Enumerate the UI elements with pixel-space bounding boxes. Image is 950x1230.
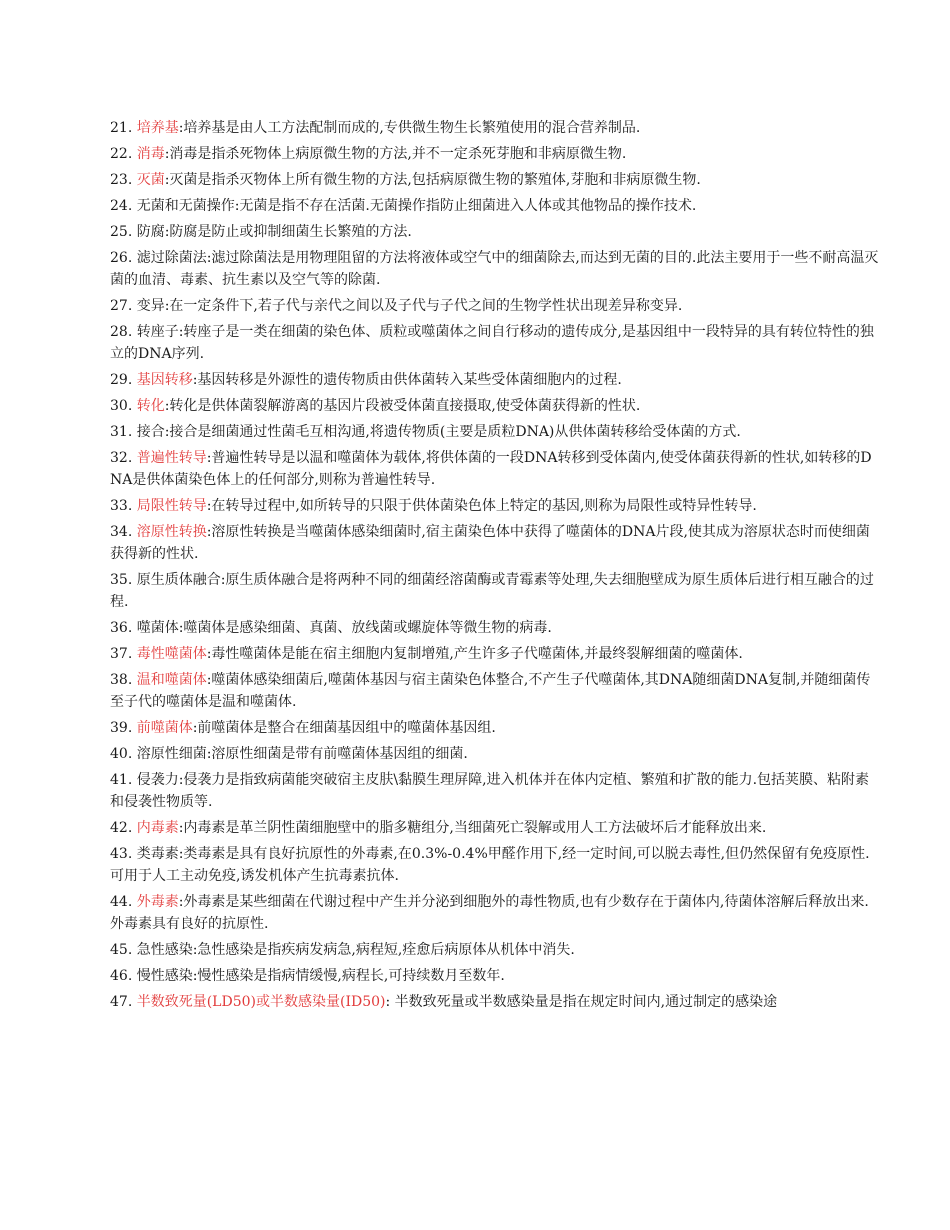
entry-term: 侵袭力 (136, 772, 179, 788)
entry-21 (110, 117, 880, 139)
entry-32 (110, 447, 880, 491)
entry-number: 41. (110, 772, 137, 788)
entry-34 (110, 521, 880, 565)
entry-definition: :在一定条件下,若子代与亲代之间以及子代与子代之间的生物学性状出现差异称变异. (164, 298, 683, 314)
entry-27 (110, 295, 880, 317)
entry-term: 无菌和无菌操作 (136, 198, 235, 214)
entry-definition: :滤过除菌法是用物理阻留的方法将液体或空气中的细菌除去,而达到无菌的目的.此法主要用于一些不耐高温灭菌的血清、毒素、抗生素以及空气等的除菌. (110, 250, 879, 288)
entry-number: 45. (110, 942, 137, 958)
entry-44 (110, 891, 880, 935)
entry-40 (110, 743, 880, 765)
entry-term: 培养基 (136, 120, 179, 136)
entry-definition: :接合是细菌通过性菌毛互相沟通,将遗传物质(主要是质粒DNA)从供体菌转移给受体菌的方式. (164, 424, 741, 440)
entry-39 (110, 717, 880, 739)
entry-term: 普遍性转导 (136, 450, 207, 466)
entry-43 (110, 843, 880, 887)
entry-definition: :外毒素是某些细菌在代谢过程中产生并分泌到细胞外的毒性物质,也有少数存在于菌体内,待菌体溶解后释放出来.外毒素具有良好的抗原性. (110, 894, 869, 932)
entry-number: 33. (110, 498, 137, 514)
entry-number: 47. (110, 994, 137, 1010)
entry-term: 防腐 (136, 224, 165, 240)
entry-term: 溶原性转换 (136, 524, 207, 540)
entry-definition: :无菌是指不存在活菌.无菌操作指防止细菌进入人体或其他物品的操作技术. (234, 198, 697, 214)
entry-number: 31. (110, 424, 137, 440)
entry-definition: :在转导过程中,如所转导的只限于供体菌染色体上特定的基因,则称为局限性或特异性转导. (206, 498, 757, 514)
document-page (110, 117, 880, 1017)
entry-definition: :转座子是一类在细菌的染色体、质粒或噬菌体之间自行移动的遗传成分,是基因组中一段特异的具有转位特性的独立的DNA序列. (110, 324, 874, 362)
entry-28 (110, 321, 880, 365)
entry-number: 37. (110, 646, 137, 662)
entry-definition: :普遍性转导是以温和噬菌体为载体,将供体菌的一段DNA转移到受体菌内,使受体菌获得新的性状,如转移的DNA是供体菌染色体上的任何部分,则称为普遍性转导. (110, 450, 872, 488)
entry-definition: :溶原性转换是当噬菌体感染细菌时,宿主菌染色体中获得了噬菌体的DNA片段,使其成为溶原状态时而使细菌获得新的性状. (110, 524, 870, 562)
entry-term: 滤过除菌法 (136, 250, 207, 266)
entry-number: 35. (110, 572, 137, 588)
entry-35 (110, 569, 880, 613)
entry-term: 接合 (136, 424, 165, 440)
entry-term: 外毒素 (136, 894, 179, 910)
entry-number: 42. (110, 820, 137, 836)
entry-number: 25. (110, 224, 137, 240)
entry-term: 急性感染 (136, 942, 193, 958)
entry-definition: :灭菌是指杀灭物体上所有微生物的方法,包括病原微生物的繁殖体,芽胞和非病原微生物. (164, 172, 701, 188)
entry-definition: :侵袭力是指致病菌能突破宿主皮肤\黏膜生理屏障,进入机体并在体内定植、繁殖和扩散的能力.包括荚膜、粘附素和侵袭性物质等. (110, 772, 870, 810)
entry-26 (110, 247, 880, 291)
entry-number: 39. (110, 720, 137, 736)
entry-definition: :基因转移是外源性的遗传物质由供体菌转入某些受体菌细胞内的过程. (192, 372, 622, 388)
entry-number: 40. (110, 746, 137, 762)
entry-definition: :噬菌体是感染细菌、真菌、放线菌或螺旋体等微生物的病毒. (178, 620, 552, 636)
entry-term: 局限性转导 (136, 498, 207, 514)
entry-number: 36. (110, 620, 137, 636)
entry-24 (110, 195, 880, 217)
entry-definition: :内毒素是革兰阴性菌细胞壁中的脂多糖组分,当细菌死亡裂解或用人工方法破坏后才能释放出来. (178, 820, 767, 836)
entry-term: 转化 (136, 398, 165, 414)
entry-41 (110, 769, 880, 813)
entry-term: 毒性噬菌体 (136, 646, 207, 662)
entry-number: 38. (110, 672, 137, 688)
entry-term: 半数致死量(LD50)或半数感染量(ID50) (136, 994, 386, 1010)
entry-definition: :原生质体融合是将两种不同的细菌经溶菌酶或青霉素等处理,失去细胞壁成为原生质体后进行相互融合的过程. (110, 572, 874, 610)
entry-number: 22. (110, 146, 137, 162)
entry-term: 灭菌 (136, 172, 165, 188)
entry-definition: :防腐是防止或抑制细菌生长繁殖的方法. (164, 224, 412, 240)
entry-definition: :前噬菌体是整合在细菌基因组中的噬菌体基因组. (192, 720, 496, 736)
entry-47 (110, 991, 880, 1013)
entry-38 (110, 669, 880, 713)
entry-number: 23. (110, 172, 137, 188)
entry-term: 基因转移 (136, 372, 193, 388)
entry-25 (110, 221, 880, 243)
entry-number: 34. (110, 524, 137, 540)
entry-number: 30. (110, 398, 137, 414)
entry-number: 24. (110, 198, 137, 214)
entry-42 (110, 817, 880, 839)
entry-number: 43. (110, 846, 137, 862)
entry-term: 温和噬菌体 (136, 672, 207, 688)
entry-23 (110, 169, 880, 191)
entry-definition: :噬菌体感染细菌后,噬菌体基因与宿主菌染色体整合,不产生子代噬菌体,其DNA随细菌DNA复制,并随细菌传至子代的噬菌体是温和噬菌体. (110, 672, 871, 710)
entry-term: 噬菌体 (136, 620, 179, 636)
entry-definition: :消毒是指杀死物体上病原微生物的方法,并不一定杀死芽胞和非病原微生物. (164, 146, 627, 162)
entry-definition: : 半数致死量或半数感染量是指在规定时间内,通过制定的感染途 (385, 994, 778, 1010)
entry-36 (110, 617, 880, 639)
entry-term: 转座子 (136, 324, 179, 340)
entry-number: 44. (110, 894, 137, 910)
entry-31 (110, 421, 880, 443)
entry-term: 原生质体融合 (136, 572, 221, 588)
entry-number: 27. (110, 298, 137, 314)
entry-45 (110, 939, 880, 961)
entry-definition: :慢性感染是指病情缓慢,病程长,可持续数月至数年. (192, 968, 505, 984)
entry-term: 溶原性细菌 (136, 746, 207, 762)
entry-term: 前噬菌体 (136, 720, 193, 736)
entry-term: 慢性感染 (136, 968, 193, 984)
entry-definition: :转化是供体菌裂解游离的基因片段被受体菌直接摄取,使受体菌获得新的性状. (164, 398, 641, 414)
entry-46 (110, 965, 880, 987)
entry-22 (110, 143, 880, 165)
entry-30 (110, 395, 880, 417)
entry-29 (110, 369, 880, 391)
entry-term: 类毒素 (136, 846, 179, 862)
entry-number: 29. (110, 372, 137, 388)
entry-number: 28. (110, 324, 137, 340)
entry-37 (110, 643, 880, 665)
entry-term: 内毒素 (136, 820, 179, 836)
entry-number: 32. (110, 450, 137, 466)
entry-definition: :急性感染是指疾病发病急,病程短,痊愈后病原体从机体中消失. (192, 942, 575, 958)
entry-term: 变异 (136, 298, 165, 314)
entry-definition: :类毒素是具有良好抗原性的外毒素,在0.3%-0.4%甲醛作用下,经一定时间,可以脱去毒性,但仍然保留有免疫原性.可用于人工主动免疫,诱发机体产生抗毒素抗体. (110, 846, 870, 884)
entry-33 (110, 495, 880, 517)
entry-number: 46. (110, 968, 137, 984)
entry-number: 21. (110, 120, 137, 136)
entry-definition: :培养基是由人工方法配制而成的,专供微生物生长繁殖使用的混合营养制品. (178, 120, 641, 136)
entry-definition: :毒性噬菌体是能在宿主细胞内复制增殖,产生许多子代噬菌体,并最终裂解细菌的噬菌体. (206, 646, 743, 662)
entry-definition: :溶原性细菌是带有前噬菌体基因组的细菌. (206, 746, 468, 762)
entry-number: 26. (110, 250, 137, 266)
entry-term: 消毒 (136, 146, 165, 162)
